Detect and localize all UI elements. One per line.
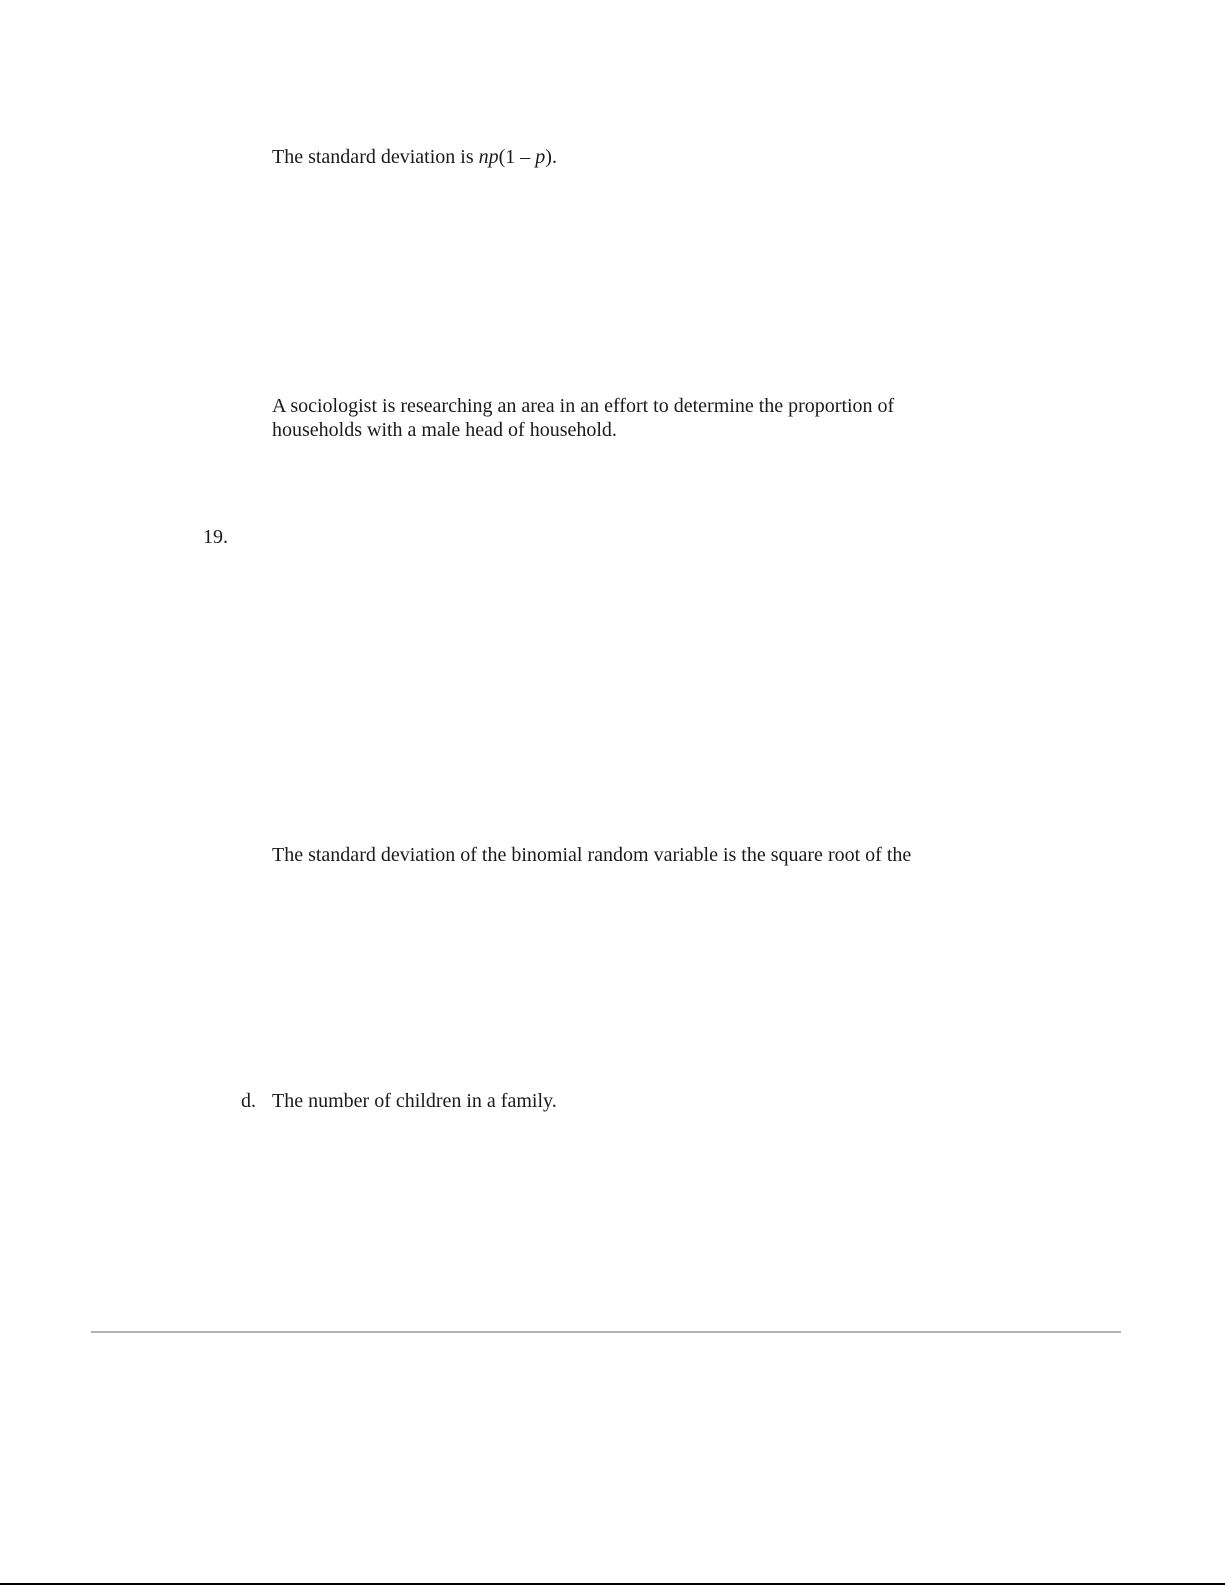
question-number: 19.	[203, 526, 228, 548]
formula-p: p	[535, 146, 546, 168]
option-d-label: d.	[241, 1090, 256, 1112]
std-deviation-statement	[272, 145, 557, 169]
sociologist-line-1: A sociologist is researching an area in an effort to determine the proportion of	[272, 395, 895, 417]
formula-paren-open: (1 –	[498, 146, 536, 168]
std-deviation-prefix: The standard deviation is	[272, 146, 479, 168]
horizontal-divider	[91, 1331, 1121, 1333]
option-d-text: The number of children in a family.	[272, 1090, 557, 1112]
binomial-std-deviation-statement: The standard deviation of the binomial random variable is the square root of the	[272, 844, 912, 866]
sociologist-line-2: households with a male head of household.	[272, 419, 617, 441]
formula-np: np	[478, 146, 499, 168]
formula-paren-close: ).	[545, 146, 557, 168]
